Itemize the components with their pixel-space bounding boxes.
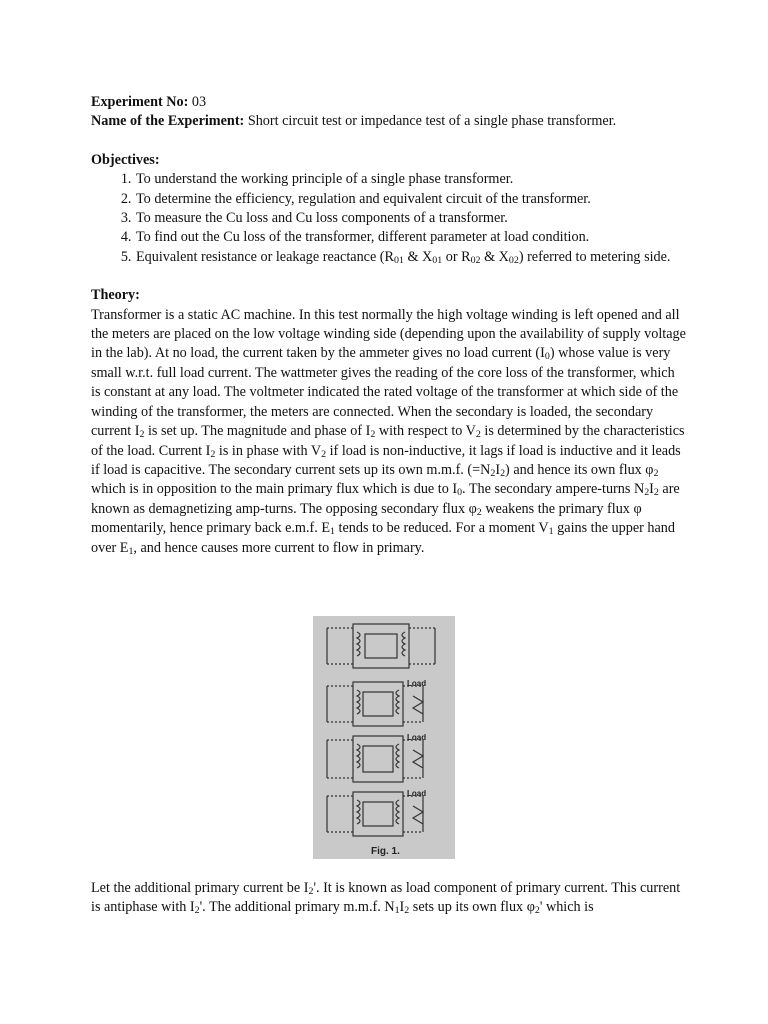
load-label: Load <box>407 679 427 688</box>
figure-caption: Fig. 1. <box>371 846 400 857</box>
experiment-name-value: Short circuit test or impedance test of a single phase transformer. <box>247 113 617 130</box>
objectives-heading: Objectives: <box>91 151 160 168</box>
experiment-name-line <box>91 112 687 131</box>
theory-paragraph: Transformer is a static AC machine. In this test normally the high voltage winding is left opened and all the meters are placed on the low voltage winding side (depending upon the availability of supply voltage in the lab). At no load, the current taken by the ammeter gives no load current $(I_0)$ whose value is very small w.r.t. full load current. The wattmeter gives the reading of the core loss of the transformer, which is constant at any load. The voltmeter indicated the rated voltage of the transformer at which side of the winding of the transformer, the meters are connected. When the secondary is loaded, the secondary current $I_2$ is set up. The magnitude and phase of $I_2$ with respect to $V_2$ is determined by the characteristics of the load. Current $I_2$ is in phase with $V_2$ if load is non-inductive, it lags if load is inductive and it leads if load is capacitive. The secondary current sets up its own m.m.f. $(=N_2I_2)$ and hence its own flux $\varphi_2$ which is in opposition to the main primary flux which is due to $I_0$. The secondary ampere-turns $N_2I_2$ are known as demagnetizing amp-turns. The opposing secondary flux $\varphi_2$ weakens the primary flux φ momentarily, hence primary back e.m.f. $E_1$ tends to be reduced. For a moment $V_1$ gains the upper hand over $E_1$, and hence causes more current to flow in primary. <box>91 306 686 557</box>
objective-item: 5. Equivalent resistance or leakage reactance ($R_{01}$ & $X_{01}$ or $R_{02}$ & $X_{02}$) referred to metering side. <box>135 248 687 267</box>
load-label: Load <box>407 789 427 798</box>
objectives-list <box>91 170 687 267</box>
objective-item: 3. To measure the Cu loss and Cu loss components of a transformer. <box>135 209 687 228</box>
experiment-no-label: Experiment No: <box>91 94 189 110</box>
document-body <box>91 93 687 558</box>
objective-item: 2. To determine the efficiency, regulation and equivalent circuit of the transformer. <box>135 190 687 209</box>
objective-item: 1. To understand the working principle of a single phase transformer. <box>135 170 687 189</box>
experiment-name-label: Name of the Experiment: <box>91 113 245 130</box>
experiment-no-line <box>91 93 687 112</box>
theory-heading: Theory: <box>91 287 140 304</box>
transformer-diagram <box>313 616 455 859</box>
experiment-no-value: 03 <box>191 94 207 110</box>
load-label: Load <box>407 733 427 742</box>
transformer-figure <box>313 616 455 859</box>
objective-item: 4. To find out the Cu loss of the transformer, different parameter at load condition. <box>135 228 687 247</box>
load-component-paragraph: Let the additional primary current be $I_2'$. It is known as load component of primary current. This current is antiphase with $I_2'$. The additional primary m.m.f. $N_1I_2$ sets up its own flux $\varphi_2'$ which is <box>91 880 681 917</box>
